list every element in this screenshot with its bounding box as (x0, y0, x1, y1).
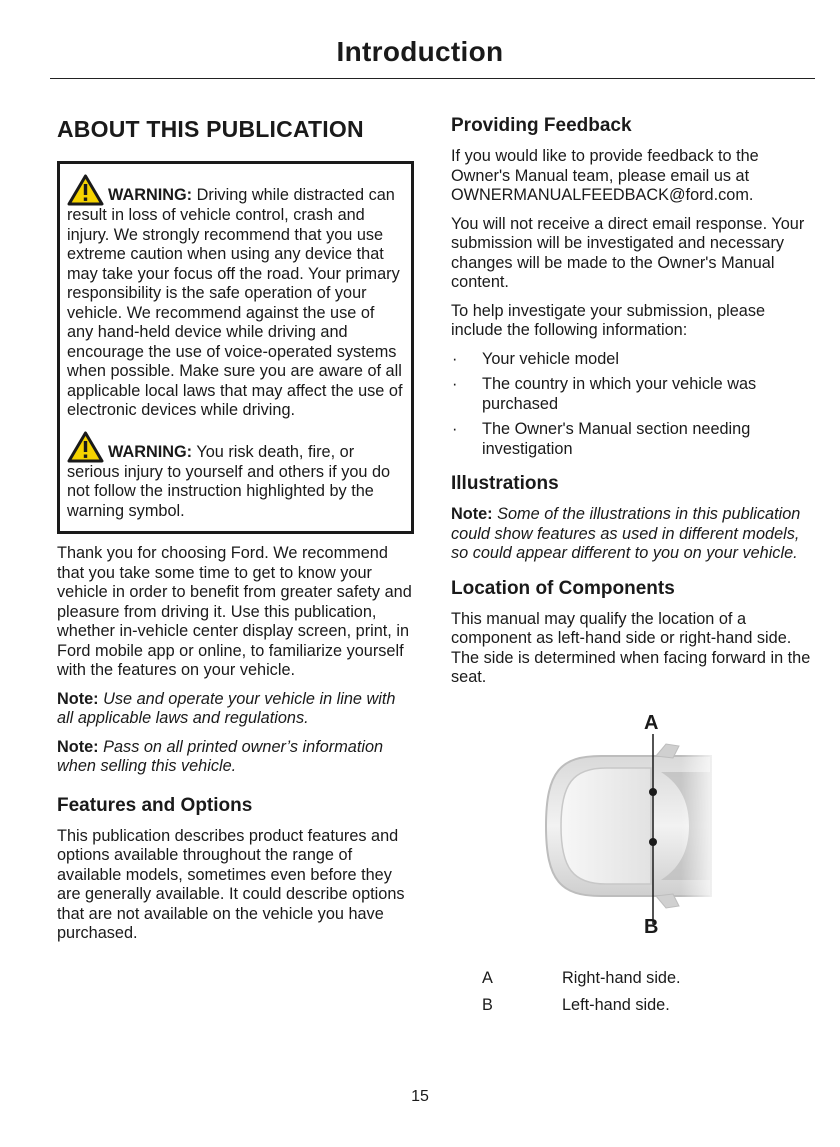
feedback-title: Providing Feedback (451, 115, 632, 136)
feedback-paragraph: If you would like to provide feedback to the Owner's Manual team, please email us at OWNERMANUALFEEDBACK@ford.com. (451, 147, 759, 204)
list-item (451, 375, 813, 414)
legend-row (451, 996, 813, 1016)
right-column (451, 112, 813, 1024)
features-section (57, 795, 414, 944)
note-text: Some of the illustrations in this publication could show features as used in different models, so could appear different to you on your vehicle. (451, 505, 801, 562)
warning-label: WARNING: (108, 186, 193, 204)
features-title: Features and Options (57, 794, 253, 816)
list-item-text: Your vehicle model (482, 349, 619, 368)
illustrations-section (451, 473, 813, 564)
page-title: Introduction (336, 36, 504, 67)
legend-value: Left-hand side. (562, 996, 670, 1014)
note-text: Use and operate your vehicle in line with all applicable laws and regulations. (57, 689, 396, 727)
header-rule (50, 78, 815, 79)
feedback-paragraph: You will not receive a direct email response. Your submission will be investigated and necessary changes will be made to the Owner's Manual content. (451, 214, 805, 291)
feedback-paragraph: To help investigate your submission, please include the following information: (451, 301, 766, 339)
warning-triangle-icon (67, 174, 104, 206)
location-section (451, 578, 813, 1016)
illustrations-title: Illustrations (451, 473, 559, 494)
warning-triangle-icon (67, 431, 104, 463)
feedback-bullet-list (451, 350, 813, 460)
warning-text: Driving while distracted can result in loss of vehicle control, crash and injury. We strongly recommend that you use extreme caution when using any device that may take your focus off the road. Your primary responsibility is the safe operation of your vehicle. We recommend against the use of any hand-held device while driving and encourage the use of voice-operated systems when possible. Make sure you are aware of all applicable local laws that may affect the use of electronic devices while driving. (67, 186, 403, 419)
list-item-text: The country in which your vehicle was purchased (482, 375, 757, 413)
note-label: Note: (57, 689, 99, 708)
intro-paragraph: Thank you for choosing Ford. We recommend that you take some time to get to know your vehicle in order to benefit from greater safety and pleasure from driving it. Use this publication, whether in-vehicle center display screen, print, in Ford mobile app or online, to familiarize yourself with the features on your vehicle. (57, 544, 412, 679)
legend-key: A (482, 968, 493, 987)
legend-key: B (482, 996, 493, 1014)
list-item-text: The Owner's Manual section needing investigation (482, 420, 751, 458)
features-text: This publication describes product features and options available throughout the range of available models, sometimes even before they are generally available. It could describe options that are not available on the vehicle you have purchased. (57, 826, 405, 942)
note-selling (57, 738, 414, 777)
note-text: Pass on all printed owner’s information when selling this vehicle. (57, 737, 384, 775)
warning-1 (67, 174, 405, 421)
diagram-legend (451, 969, 813, 1016)
warning-label: WARNING: (108, 442, 193, 461)
vehicle-top-view-illustration (451, 706, 813, 951)
list-item (451, 350, 813, 370)
location-title: Location of Components (451, 577, 675, 599)
warning-text: You risk death, fire, or serious injury to yourself and others if you do not follow the instruction highlighted by the warning symbol. (67, 442, 391, 520)
note-label: Note: (451, 505, 493, 523)
section-title: ABOUT THIS PUBLICATION (57, 116, 364, 142)
bullet-icon: · (452, 349, 458, 368)
callout-b: B (644, 915, 659, 938)
note-label: Note: (57, 737, 99, 756)
legend-row (451, 969, 813, 989)
page-number: 15 (411, 1088, 429, 1105)
warning-2 (67, 431, 405, 522)
note-laws (57, 690, 414, 729)
vehicle-side-diagram (451, 706, 813, 951)
list-item (451, 420, 813, 459)
legend-value: Right-hand side. (562, 968, 681, 987)
illustrations-note (451, 505, 813, 564)
warning-box (57, 161, 414, 534)
location-text: This manual may qualify the location of a component as left-hand side or right-hand side. The side is determined when facing forward in the seat. (451, 609, 811, 686)
bullet-icon: · (452, 375, 458, 393)
left-column (57, 112, 414, 953)
callout-a: A (644, 711, 659, 734)
bullet-icon: · (452, 420, 458, 438)
